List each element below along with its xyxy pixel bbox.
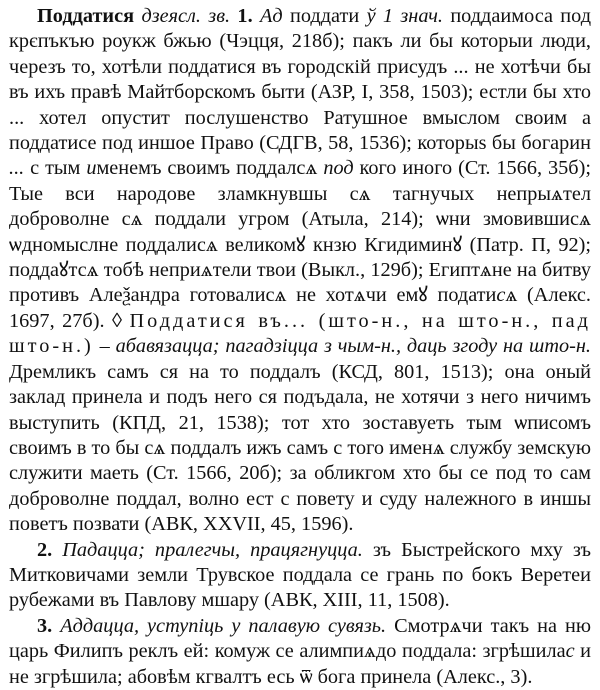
sense-1-quote-a: поддаимоса под крєпъкъю роукж бжью (Чэцця, 218б); пакъ ли бы которыи люди, черезъ то, хотѣли поддатися въ городскій присудъ ... не хотѣчи бы въ ихъ правѣ Майтборскомъ быти (АЗР, I, 358, 1503); естли бы хто ... хотел опустит послушенство Ратушное вмыслом своим а поддатисе под иншое Право (СДГВ, 58, 1536); которыѕ бы богарин [9, 5, 592, 155]
sense-1-abbr-pod: под [323, 157, 354, 180]
sense-1-quote-e: ѧ (Алекс. 1697, 27б). [9, 284, 591, 332]
sense-3-number: 3. [37, 614, 53, 637]
phrase-dash: – [99, 335, 110, 358]
sense-3-paragraph [9, 614, 591, 690]
sense-1-ellipsis: ... [9, 157, 25, 180]
sense-1-ref-meaning: ў 1 знач. [366, 5, 443, 27]
sense-1-quote-b: с тым [30, 157, 81, 180]
sense-1-quote-c: менемъ своимъ поддалсѧ [96, 157, 318, 180]
grammar-label: дзеясл. зв. [141, 5, 231, 27]
sense-1-abbr-i: и [86, 157, 97, 180]
sense-1-ref-label: Ад [259, 5, 283, 27]
sense-2-definition: Падацца; пралегчы, працягнуцца. [62, 538, 363, 561]
sense-2-quote: зъ Быстрейского мху зъ Митковичами земли Трувское поддала се грань по бокъ Веретеи рубежами въ Павлову мшару (АВК, XIII, 11, 1508). [9, 538, 591, 612]
sense-1-number: 1. [237, 5, 253, 27]
phrase-heading: Поддатися въ... (што-н., на што-н., пад што-н.) [9, 309, 591, 358]
sense-2-number: 2. [37, 538, 53, 561]
headword: Поддатися [37, 5, 135, 27]
sense-3-quote-a: Смотрѧчи такъ на ню царь Филипъ реклъ ей: комуж се алимпиѧдо поддала: згрѣшила [9, 614, 591, 663]
dictionary-entry [9, 4, 591, 690]
sense-3-abbr-s: с [565, 640, 575, 663]
sense-1-paragraph [9, 4, 591, 538]
sense-1-abbr-s: с [496, 284, 506, 307]
sense-3-quote-b: и не згрѣшила; абовѣм кгвалтъ есь ѿ бога принела (Алекс., 3). [9, 640, 591, 688]
sense-3-definition: Аддацца, уступіць у палавую сувязь. [60, 614, 387, 637]
sense-1-ref-word: поддати [289, 5, 360, 27]
phrase-definition: абавязацца; пагадзіцца з чым-н., даць згоду на што-н. [115, 335, 591, 358]
phrase-diamond-symbol: ◊ [112, 309, 123, 332]
sense-2-paragraph [9, 538, 591, 614]
sense-1-quote-d: кого иного (Ст. 1566, 35б); Тые вси народове зламкнувшы сѧ тагнучых непрыѧтел доброволне сѧ поддали угром (Атыла, 214); ѡни змовившисѧ ѡдномыслне поддалисѧ великомꙋ кнзю Кгидиминꙋ (Патр. П, 92); поддаꙋтсѧ тобѣ неприѧтели твои (Выкл., 129б); Египтѧне на битву противъ Алеѯандра готовалисѧ не хотѧчи емꙋ подати [9, 157, 591, 307]
phrase-quotes: Дремликъ самъ ся на то поддалъ (КСД, 801, 1513); она оный заклад принела и подъ него ся подъдала, не хотячи з него ничимъ выступить (КПД, 21, 1538); тот хто зоставуеть тым ѡписомъ своимъ в то бы сѧ поддалъ ижъ самъ с того именѧ службу земскую служити маеть (Ст. 1566, 20б); за обликгом хто бы се под то сам доброволне поддал, волно ест с повету и суду належного в иншы поветъ позвати (АВК, XXVII, 45, 1596). [9, 360, 591, 536]
